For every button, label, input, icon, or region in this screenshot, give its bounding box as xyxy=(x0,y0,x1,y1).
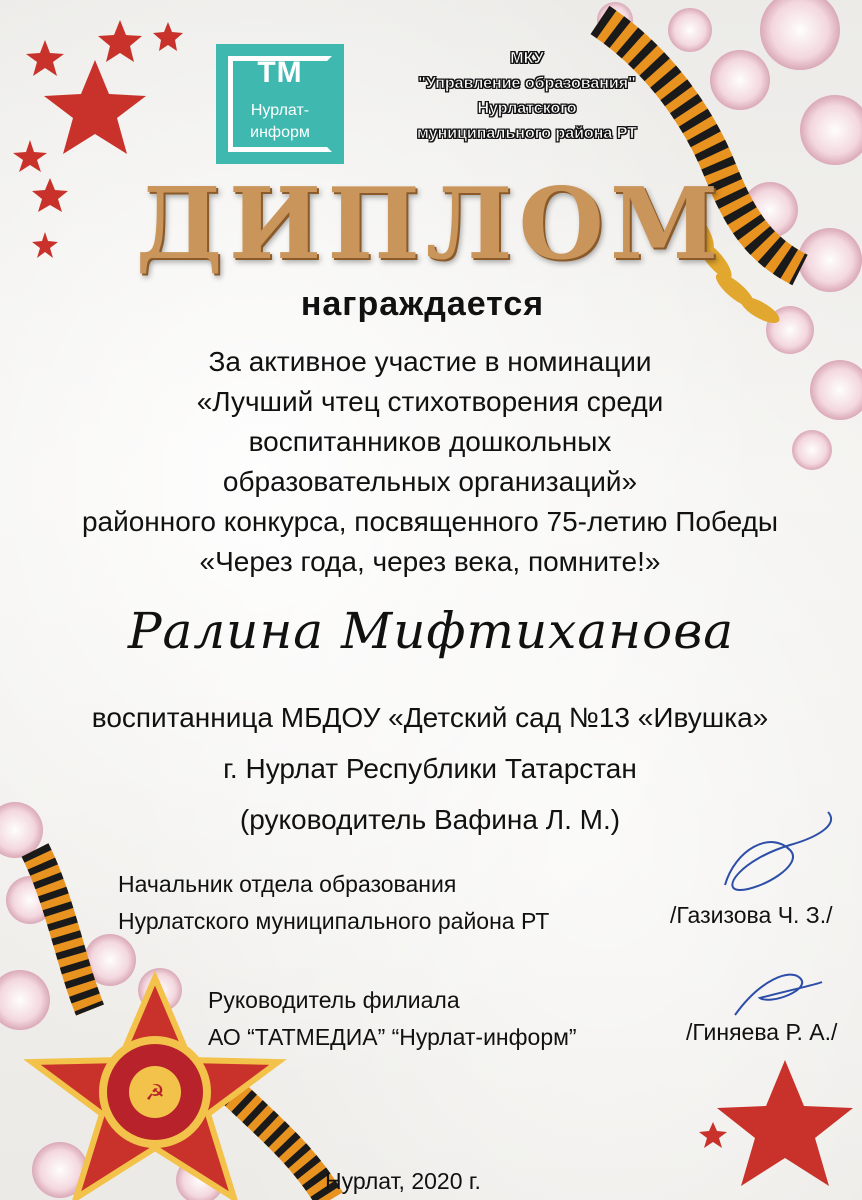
signatory-2-name: /Гиняева Р. А./ xyxy=(686,1019,838,1045)
logo-line-1: Нурлат- xyxy=(250,102,310,119)
star-icon xyxy=(32,178,68,212)
info-line: (руководитель Вафина Л. М.) xyxy=(239,804,621,835)
signatory-line: АО “ТАТМЕДИА” “Нурлат-информ” xyxy=(208,1024,577,1050)
info-line: воспитанница МБДОУ «Детский сад №13 «Ивушка» xyxy=(91,702,769,733)
star-icon xyxy=(699,1122,727,1148)
signatory-1-name: /Газизова Ч. З./ xyxy=(670,902,833,928)
star-icon xyxy=(13,140,47,172)
signatory-line: Начальник отдела образования xyxy=(118,871,457,897)
org-line: "Управление образования" xyxy=(418,75,636,92)
reason-line: воспитанников дошкольных xyxy=(248,426,612,457)
logo-text xyxy=(216,100,344,144)
star-icon xyxy=(32,232,58,258)
signature-mark-2 xyxy=(735,975,822,1015)
logo-line-2: информ xyxy=(250,124,310,141)
logo-mark: ТМ xyxy=(257,56,303,89)
svg-text:☭: ☭ xyxy=(145,1080,165,1105)
org-line: муниципального района РТ xyxy=(417,125,637,142)
reason-line: «Лучший чтец стихотворения среди xyxy=(196,386,664,417)
star-icon xyxy=(717,1060,853,1186)
recipient-name: Ралина Мифтиханова xyxy=(127,602,735,660)
signatory-line: Руководитель филиала xyxy=(208,987,460,1013)
reason-line: районного конкурса, посвященного 75-летию Победы xyxy=(81,506,779,537)
recipient-info xyxy=(30,692,830,845)
star-icon xyxy=(44,60,146,154)
org-line: Нурлатского xyxy=(477,100,577,117)
signatory-2-title xyxy=(208,982,577,1056)
awarded-label: награждается xyxy=(300,285,545,323)
info-line: г. Нурлат Республики Татарстан xyxy=(223,753,637,784)
diploma-title: ДИПЛОМ xyxy=(135,167,725,282)
star-icon xyxy=(153,22,183,51)
reason-line: «Через года, через века, помните!» xyxy=(199,546,661,577)
star-icon xyxy=(98,20,142,62)
signatory-line: Нурлатского муниципального района РТ xyxy=(118,908,550,934)
award-reason xyxy=(30,342,830,582)
reason-line: образовательных организаций» xyxy=(222,466,638,497)
company-logo xyxy=(216,44,344,164)
signatory-1-title xyxy=(118,866,549,940)
reason-line: За активное участие в номинации xyxy=(208,346,652,377)
org-line: МКУ xyxy=(510,50,544,67)
place-and-year: Нурлат, 2020 г. xyxy=(325,1168,481,1194)
star-icon xyxy=(26,40,64,76)
organization-name xyxy=(372,46,682,146)
